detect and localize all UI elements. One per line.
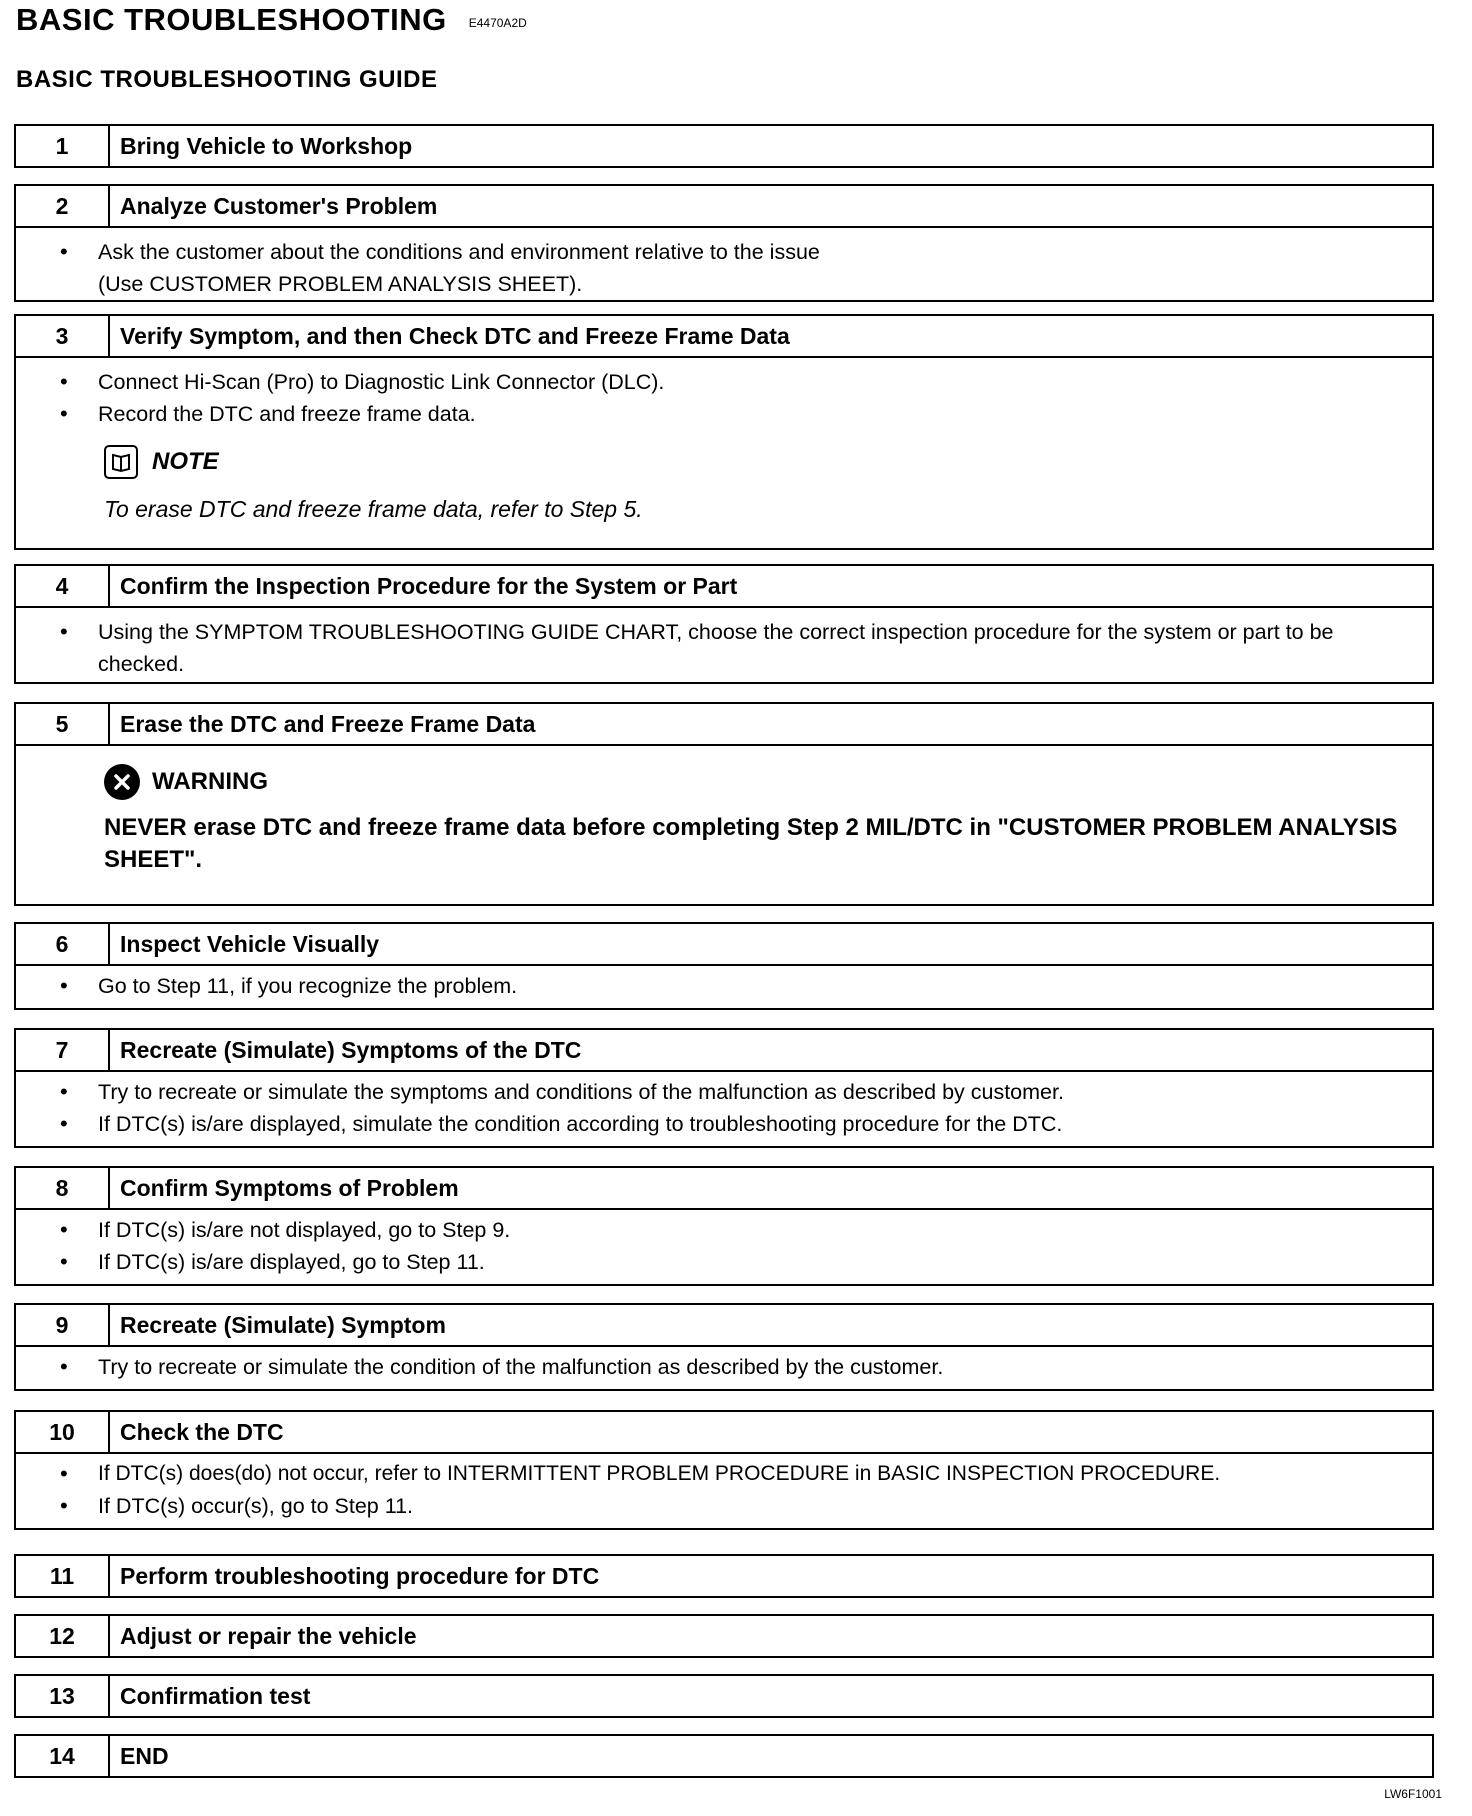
figure-code: LW6F1001: [1384, 1787, 1442, 1801]
step-number: 8: [16, 1168, 110, 1208]
step-8-box: [14, 1166, 1434, 1286]
step-title: Adjust or repair the vehicle: [120, 1622, 417, 1649]
step-number: 6: [16, 924, 110, 964]
step-title: Recreate (Simulate) Symptoms of the DTC: [120, 1036, 582, 1063]
step-bullet: • Connect Hi-Scan (Pro) to Diagnostic Link Connector (DLC).: [16, 366, 1432, 398]
warning-x-icon: [104, 764, 140, 800]
warning-header: [104, 762, 1432, 802]
step-title: Check the DTC: [120, 1418, 284, 1445]
doc-code: E4470A2D: [468, 16, 527, 30]
step-number: 4: [16, 566, 110, 606]
step-title: Recreate (Simulate) Symptom: [120, 1311, 446, 1338]
step-10-box: [14, 1410, 1434, 1530]
step-3-box: [14, 314, 1434, 550]
step-13-box: [14, 1674, 1434, 1718]
step-title: Confirm the Inspection Procedure for the System or Part: [120, 572, 738, 599]
book-icon: [104, 445, 138, 479]
step-number: 12: [16, 1616, 110, 1656]
step-number: 13: [16, 1676, 110, 1716]
step-title: Erase the DTC and Freeze Frame Data: [120, 710, 536, 737]
step-title: Bring Vehicle to Workshop: [120, 132, 413, 159]
step-5-box: [14, 702, 1434, 906]
warning-text: NEVER erase DTC and freeze frame data before completing Step 2 MIL/DTC in "CUSTOMER PROBLEM ANALYSIS SHEET".: [104, 814, 1398, 873]
step-number: 14: [16, 1736, 110, 1776]
step-6-box: [14, 922, 1434, 1010]
step-number: 1: [16, 126, 110, 166]
section-subtitle: BASIC TROUBLESHOOTING GUIDE: [16, 66, 438, 93]
step-number: 10: [16, 1412, 110, 1452]
step-title: END: [120, 1742, 169, 1769]
step-title: Confirm Symptoms of Problem: [120, 1174, 459, 1201]
step-title: Inspect Vehicle Visually: [120, 930, 380, 957]
title-text: BASIC TROUBLESHOOTING: [16, 2, 447, 37]
step-bullet: • Try to recreate or simulate the condition of the malfunction as described by the customer.: [16, 1351, 1432, 1383]
page-title: [16, 2, 527, 38]
step-number: 11: [16, 1556, 110, 1596]
step-bullet: • Using the SYMPTOM TROUBLESHOOTING GUIDE CHART, choose the correct inspection procedure for the system or part to be checked.: [16, 616, 1432, 680]
step-number: 5: [16, 704, 110, 744]
step-9-box: [14, 1303, 1434, 1391]
step-bullet: • If DTC(s) is/are displayed, simulate the condition according to troubleshooting procedure for the DTC.: [16, 1108, 1432, 1140]
warning-label: WARNING: [152, 768, 268, 795]
step-title: Analyze Customer's Problem: [120, 192, 438, 219]
step-bullet: • If DTC(s) is/are displayed, go to Step 11.: [16, 1246, 1432, 1278]
step-bullet: • Try to recreate or simulate the symptoms and conditions of the malfunction as described by customer.: [16, 1076, 1432, 1108]
note-header: [104, 442, 1432, 482]
step-bullet: • Record the DTC and freeze frame data.: [16, 398, 1432, 430]
step-1-box: [14, 124, 1434, 168]
step-2-box: [14, 184, 1434, 302]
step-bullet: • If DTC(s) does(do) not occur, refer to INTERMITTENT PROBLEM PROCEDURE in BASIC INSPECTION PROCEDURE.: [16, 1458, 1432, 1490]
step-bullet: • Go to Step 11, if you recognize the problem.: [16, 970, 1432, 1002]
step-number: 7: [16, 1030, 110, 1070]
step-number: 9: [16, 1305, 110, 1345]
step-12-box: [14, 1614, 1434, 1658]
step-number: 3: [16, 316, 110, 356]
step-bullet: • If DTC(s) occur(s), go to Step 11.: [16, 1490, 1432, 1522]
note-text: To erase DTC and freeze frame data, refer to Step 5.: [104, 496, 643, 522]
step-title: Verify Symptom, and then Check DTC and Freeze Frame Data: [120, 322, 790, 349]
note-label: NOTE: [152, 448, 219, 475]
step-11-box: [14, 1554, 1434, 1598]
step-bullet: • Ask the customer about the conditions and environment relative to the issue (Use CUSTOMER PROBLEM ANALYSIS SHEET).: [16, 236, 1432, 300]
step-4-box: [14, 564, 1434, 684]
step-bullet: • If DTC(s) is/are not displayed, go to Step 9.: [16, 1214, 1432, 1246]
step-title: Perform troubleshooting procedure for DTC: [120, 1562, 600, 1589]
step-14-box: [14, 1734, 1434, 1778]
step-title: Confirmation test: [120, 1682, 311, 1709]
step-number: 2: [16, 186, 110, 226]
step-7-box: [14, 1028, 1434, 1148]
